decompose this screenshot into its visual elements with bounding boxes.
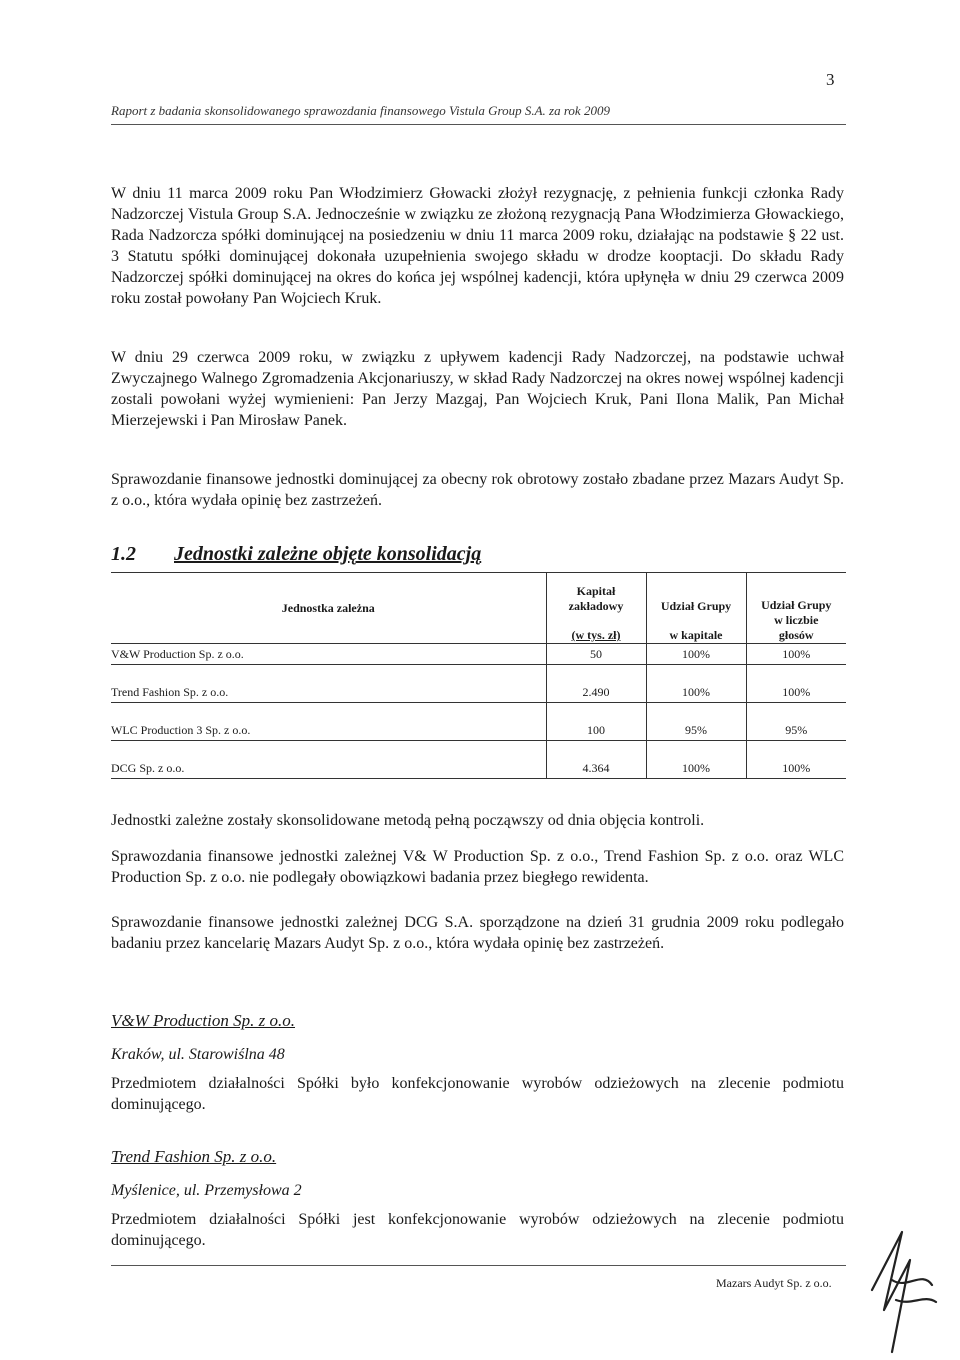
header-capital (546, 573, 646, 644)
header-capital-line1: Kapitał (576, 584, 616, 598)
cell-votes: 100% (746, 665, 846, 703)
header-votes-line2: w liczbie (774, 613, 819, 627)
section-heading (111, 543, 481, 566)
cell-share: 95% (646, 703, 746, 741)
cell-entity: V&W Production Sp. z o.o. (111, 644, 546, 665)
entity-description: Przedmiotem działalności Spółki było konfekcjonowanie wyrobów odzieżowych na zlecenie podmiotu dominującego. (111, 1075, 844, 1113)
header-share-line2: w kapitale (669, 628, 723, 642)
header-votes (746, 573, 846, 644)
header-share-line1: Udział Grupy (660, 599, 732, 613)
entity-name: V&W Production Sp. z o.o. (111, 1011, 295, 1030)
header-capital-unit: (w tys. zł) (571, 628, 621, 642)
paragraph-consolidation-method: Jednostki zależne zostały skonsolidowane metodą pełną począwszy od dnia objęcia kontroli. (111, 812, 705, 829)
cell-share: 100% (646, 665, 746, 703)
paragraph-dcg-audit: Sprawozdanie finansowe jednostki zależnej DCG S.A. sporządzone na dzień 31 grudnia 2009 roku podlegało badaniu przez kancelarię Mazars Audyt Sp. z o.o., która wydała opinię bez zastrzeżeń. (111, 914, 844, 952)
cell-entity: WLC Production 3 Sp. z o.o. (111, 703, 546, 741)
cell-votes: 95% (746, 703, 846, 741)
running-header: Raport z badania skonsolidowanego sprawozdania finansowego Vistula Group S.A. za rok 2009 (111, 103, 610, 118)
cell-capital: 50 (546, 644, 646, 665)
cell-entity: DCG Sp. z o.o. (111, 741, 546, 779)
handwritten-initials-icon (862, 1220, 942, 1360)
section-number: 1.2 (111, 543, 136, 565)
header-votes-line3: głosów (778, 628, 814, 642)
header-capital-line2: zakładowy (568, 599, 624, 613)
table-row (111, 665, 846, 703)
table-row (111, 741, 846, 779)
paragraph-new-term-appointments: W dniu 29 czerwca 2009 roku, w związku z upływem kadencji Rady Nadzorczej, na podstawie uchwał Zwyczajnego Walnego Zgromadzenia Akcjonariuszy, w skład Rady Nadzorczej na okres nowej wspólnej kadencji zostali powołani wyżej wymienieni: Pan Jerzy Mazgaj, Pan Wojciech Kruk, Pani Ilona Malik, Pan Michał Mierzejewski i Pan Mirosław Panek. (111, 349, 844, 429)
paragraph-supervisory-board-resignation: W dniu 11 marca 2009 roku Pan Włodzimierz Głowacki złożył rezygnację, z pełnienia funkcji członka Rady Nadzorczej Vistula Group S.A. Jednocześnie w związku ze złożoną rezygnacją Pana Włodzimierza Głowackiego, Rada Nadzorcza spółki dominującej na posiedzeniu w dniu 11 marca 2009 roku, działając na podstawie § 22 ust. 3 Statutu spółki dominującej dokonała uzupełnienia swojego składu w drodze kooptacji. Do składu Rady Nadzorczej spółki dominującej na okres do końca jej wspólnej kadencji, która upłynęła w dniu 29 czerwca 2009 roku został powołany Pan Wojciech Kruk. (111, 185, 844, 307)
table-row (111, 703, 846, 741)
entity-address: Kraków, ul. Starowiślna 48 (111, 1046, 285, 1063)
entity-address: Myślenice, ul. Przemysłowa 2 (111, 1182, 302, 1199)
subsidiaries-table (111, 572, 846, 779)
cell-share: 100% (646, 644, 746, 665)
entity-name: Trend Fashion Sp. z o.o. (111, 1147, 277, 1166)
cell-share: 100% (646, 741, 746, 779)
paragraph-no-audit-obligation: Sprawozdania finansowe jednostki zależnej V& W Production Sp. z o.o., Trend Fashion Sp. z o.o. oraz WLC Production Sp. z o.o. nie podlegały obowiązkowi badania przez biegłego rewidenta. (111, 848, 844, 886)
footer-auditor: Mazars Audyt Sp. z o.o. (716, 1276, 832, 1290)
cell-entity: Trend Fashion Sp. z o.o. (111, 665, 546, 703)
entity-description: Przedmiotem działalności Spółki jest konfekcjonowanie wyrobów odzieżowych na zlecenie podmiotu dominującego. (111, 1211, 844, 1249)
cell-votes: 100% (746, 644, 846, 665)
header-entity: Jednostka zależna (111, 573, 546, 644)
header-divider (111, 124, 846, 125)
paragraph-parent-audit: Sprawozdanie finansowe jednostki dominującej za obecny rok obrotowy zostało zbadane przez Mazars Audyt Sp. z o.o., która wydała opinię bez zastrzeżeń. (111, 471, 844, 509)
table-row (111, 644, 846, 665)
cell-capital: 2.490 (546, 665, 646, 703)
cell-votes: 100% (746, 741, 846, 779)
table-header-row (111, 573, 846, 644)
section-title: Jednostki zależne objęte konsolidacją (174, 543, 482, 565)
header-votes-line1: Udział Grupy (761, 598, 832, 612)
footer-divider (111, 1265, 846, 1266)
cell-capital: 100 (546, 703, 646, 741)
cell-capital: 4.364 (546, 741, 646, 779)
page-number: 3 (826, 70, 835, 89)
header-share (646, 573, 746, 644)
